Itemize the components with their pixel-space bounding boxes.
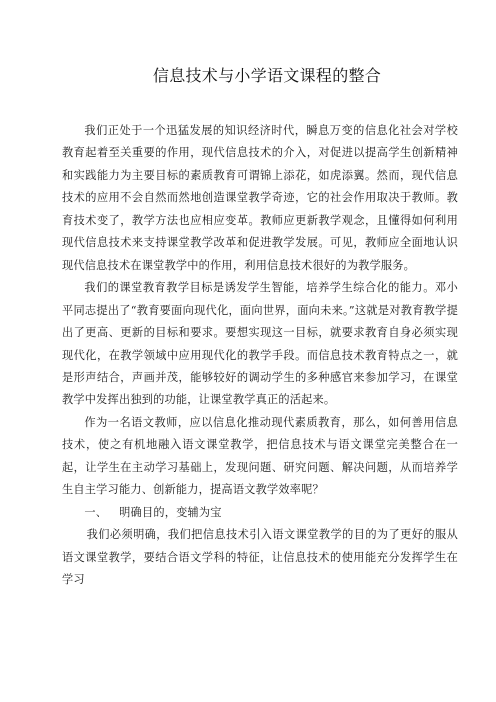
paragraph-goals: 我们的课堂教育教学目标是诱发学生智能，培养学生综合化的能力。邓小平同志提出了“教育要面向现代化，面向世界，面向未来。”这就是对教育教学提出了更高、更新的目标和要求。要想实现这一目标，就要求教育自身必须实现现代化，在教学领域中应用现代化的教学手段。而信息技术教育特点之一，就是形声结合，声画并茂，能够较好的调动学生的多种感官来参加学习，在课堂教学中发挥出独到的功能，让课堂教学真正的活起来。 [62,281,458,407]
section-number: 一、 [84,505,108,519]
paragraph-intro: 我们正处于一个迅猛发展的知识经济时代，瞬息万变的信息化社会对学校教育起着至关重要的作用，现代信息技术的介入，对促进以提高学生创新精神和实践能力为主要目标的素质教育可谓锦上添花，如虎添翼。然而，现代信息技术的应用不会自然而然地创造课堂教学奇迹，它的社会作用取决于教师。教育技术变了，教学方法也应相应变革。教师应更新教学观念，且懂得如何利用现代信息技术来支持课堂教学改革和促进教学发展。可见，教师应全面地认识现代信息技术在课堂教学中的作用，利用信息技术很好的为教学服务。 [62,124,458,272]
paragraph-section-one: 我们必须明确，我们把信息技术引入语文课堂教学的目的为了更好的服从语文课堂教学，要结合语文学科的特征，让信息技术的使用能充分发挥学生在学习 [62,528,458,587]
paragraph-teacher-role: 作为一名语文教师，应以信息化推动现代素质教育，那么，如何善用信息技术，使之有机地融入语文课堂教学，把信息技术与语文课堂完美整合在一起，让学生在主动学习基础上，发现问题、研究问题、解决问题，从而培养学生自主学习能力、创新能力，提高语文教学效率呢？ [62,415,458,497]
document-title: 信息技术与小学语文课程的整合 [152,66,382,85]
section-heading-text: 明确目的，变辅为宝 [119,505,222,519]
section-heading [62,502,458,524]
document-body [62,120,458,592]
